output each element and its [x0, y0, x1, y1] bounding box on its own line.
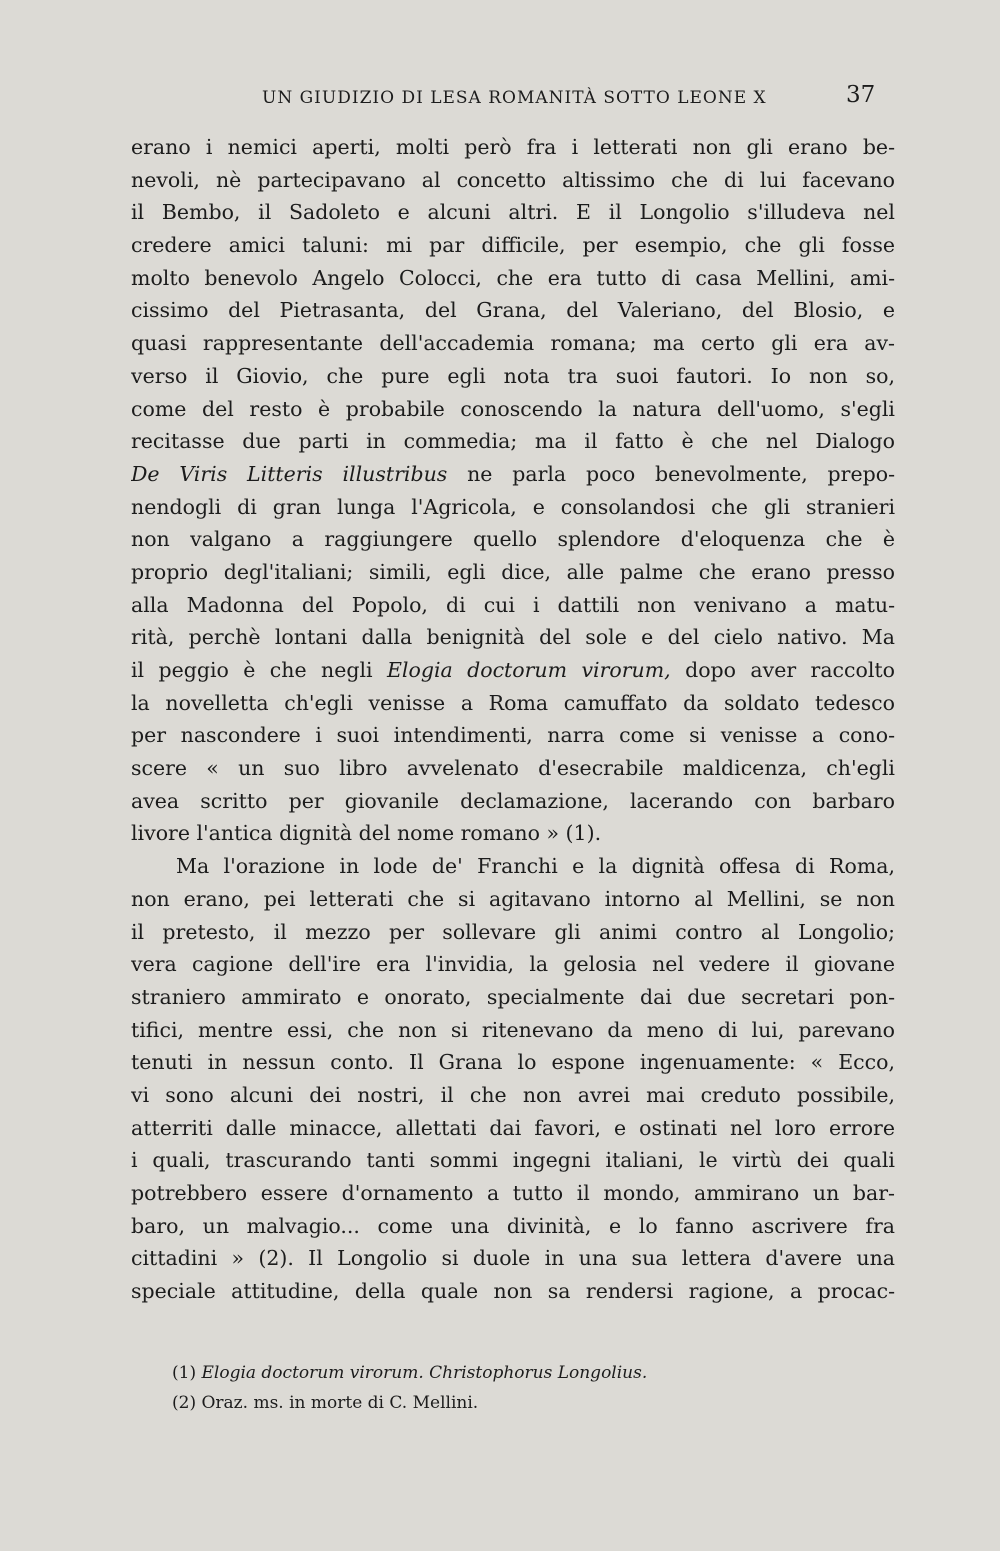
- text-segment: recitasse due parti in commedia; ma il fatto è che nel Dialogo: [131, 429, 895, 454]
- body-text: [131, 131, 895, 1308]
- body-line: [131, 1242, 895, 1275]
- text-segment: il Bembo, il Sadoleto e alcuni altri. E il Longolio s'illudeva nel: [131, 200, 895, 225]
- text-segment: rità, perchè lontani dalla benignità del sole e del cielo nativo. Ma: [131, 625, 895, 650]
- text-segment: quasi rappresentante dell'accademia romana; ma certo gli era av-: [131, 331, 895, 356]
- text-segment: vera cagione dell'ire era l'invidia, la gelosia nel vedere il giovane: [131, 952, 895, 977]
- text-segment: Ma l'orazione in lode de' Franchi e la dignità offesa di Roma,: [176, 854, 895, 879]
- italic-text: De Viris Litteris illustribus: [131, 461, 448, 486]
- text-segment: erano i nemici aperti, molti però fra i letterati non gli erano be-: [131, 135, 895, 159]
- body-line: [131, 948, 895, 981]
- text-segment: il peggio è che negli: [131, 658, 387, 682]
- text-segment: come del resto è probabile conoscendo la natura dell'uomo, s'egli: [131, 396, 895, 421]
- body-line: [131, 360, 895, 393]
- text-segment: tenuti in nessun conto. Il Grana lo espone ingenuamente: « Ecco,: [131, 1050, 895, 1075]
- text-segment: la novelletta ch'egli venisse a Roma camuffato da soldato tedesco: [131, 690, 895, 715]
- text-segment: credere amici taluni: mi par difficile, per esempio, che gli fosse: [131, 233, 895, 258]
- body-line: [131, 1144, 895, 1177]
- footnote-line: [172, 1358, 872, 1388]
- text-segment: non valgano a raggiungere quello splendore d'eloquenza che è: [131, 527, 895, 552]
- text-segment: cissimo del Pietrasanta, del Grana, del Valeriano, del Blosio, e: [131, 298, 895, 323]
- footnotes: [172, 1358, 872, 1418]
- body-line: [131, 850, 895, 883]
- body-line: [131, 131, 895, 164]
- italic-text: Elogia doctorum virorum,: [386, 658, 671, 682]
- body-line: [131, 589, 895, 622]
- body-line: [131, 883, 895, 916]
- body-line: [131, 164, 895, 197]
- body-line: [131, 654, 895, 687]
- text-segment: nendogli di gran lunga l'Agricola, e consolandosi che gli stranieri: [131, 494, 895, 519]
- body-line: [131, 523, 895, 556]
- body-line: [131, 981, 895, 1014]
- body-line: [131, 196, 895, 229]
- body-line: [131, 1014, 895, 1047]
- text-segment: livore l'antica dignità del nome romano » (1).: [131, 821, 602, 846]
- text-segment: cittadini » (2). Il Longolio si duole in una sua lettera d'avere una: [131, 1246, 895, 1271]
- text-segment: ne parla poco benevolmente, prepo-: [447, 461, 895, 486]
- body-line: [131, 785, 895, 818]
- text-segment: vi sono alcuni dei nostri, il che non avrei mai creduto possibile,: [131, 1082, 895, 1107]
- text-segment: nevoli, nè partecipavano al concetto altissimo che di lui facevano: [131, 167, 895, 192]
- text-segment: molto benevolo Angelo Colocci, che era tutto di casa Mellini, ami-: [131, 265, 895, 290]
- text-segment: non erano, pei letterati che si agitavano intorno al Mellini, se non: [131, 886, 895, 911]
- body-line: [131, 327, 895, 360]
- page-number: 37: [846, 82, 876, 108]
- body-line: [131, 491, 895, 524]
- italic-text: Elogia doctorum virorum. Christophorus Longolius.: [201, 1363, 648, 1383]
- text-segment: tifici, mentre essi, che non si ritenevano da meno di lui, parevano: [131, 1017, 895, 1042]
- text-segment: speciale attitudine, della quale non sa rendersi ragione, a procac-: [131, 1279, 895, 1304]
- text-segment: (2) Oraz. ms. in morte di C. Mellini.: [172, 1393, 479, 1413]
- body-line: [131, 425, 895, 458]
- body-line: [131, 458, 895, 491]
- footnote-line: [172, 1388, 872, 1418]
- text-segment: scere « un suo libro avvelenato d'esecrabile maldicenza, ch'egli: [131, 756, 895, 781]
- text-segment: i quali, trascurando tanti sommi ingegni italiani, le virtù dei quali: [131, 1148, 895, 1173]
- text-segment: il pretesto, il mezzo per sollevare gli animi contro al Longolio;: [131, 919, 895, 944]
- body-line: [131, 719, 895, 752]
- body-line: [131, 262, 895, 295]
- body-line: [131, 1210, 895, 1243]
- body-line: [131, 1275, 895, 1308]
- text-segment: baro, un malvagio... come una divinità, e lo fanno ascrivere fra: [131, 1213, 895, 1238]
- body-line: [131, 229, 895, 262]
- body-line: [131, 916, 895, 949]
- text-segment: potrebbero essere d'ornamento a tutto il mondo, ammirano un bar-: [131, 1181, 895, 1205]
- text-segment: atterriti dalle minacce, allettati dai favori, e ostinati nel loro errore: [131, 1115, 895, 1140]
- text-segment: avea scritto per giovanile declamazione, lacerando con barbaro: [131, 788, 895, 813]
- running-title: UN GIUDIZIO DI LESA ROMANITÀ SOTTO LEONE X: [262, 88, 767, 108]
- text-segment: per nascondere i suoi intendimenti, narra come si venisse a cono-: [131, 723, 895, 748]
- running-head: [0, 82, 1000, 114]
- body-line: [131, 1177, 895, 1210]
- body-line: [131, 1112, 895, 1145]
- text-segment: verso il Giovio, che pure egli nota tra suoi fautori. Io non so,: [131, 363, 895, 388]
- body-line: [131, 393, 895, 426]
- text-segment: (1): [172, 1363, 202, 1383]
- body-line: [131, 817, 895, 850]
- text-segment: alla Madonna del Popolo, di cui i dattili non venivano a matu-: [131, 592, 895, 617]
- text-segment: proprio degl'italiani; simili, egli dice, alle palme che erano presso: [131, 559, 895, 584]
- body-line: [131, 556, 895, 589]
- body-line: [131, 621, 895, 654]
- body-line: [131, 294, 895, 327]
- body-line: [131, 687, 895, 720]
- text-segment: dopo aver raccolto: [670, 658, 895, 682]
- body-line: [131, 1079, 895, 1112]
- body-line: [131, 1046, 895, 1079]
- text-segment: straniero ammirato e onorato, specialmente dai due secretari pon-: [131, 984, 895, 1009]
- body-line: [131, 752, 895, 785]
